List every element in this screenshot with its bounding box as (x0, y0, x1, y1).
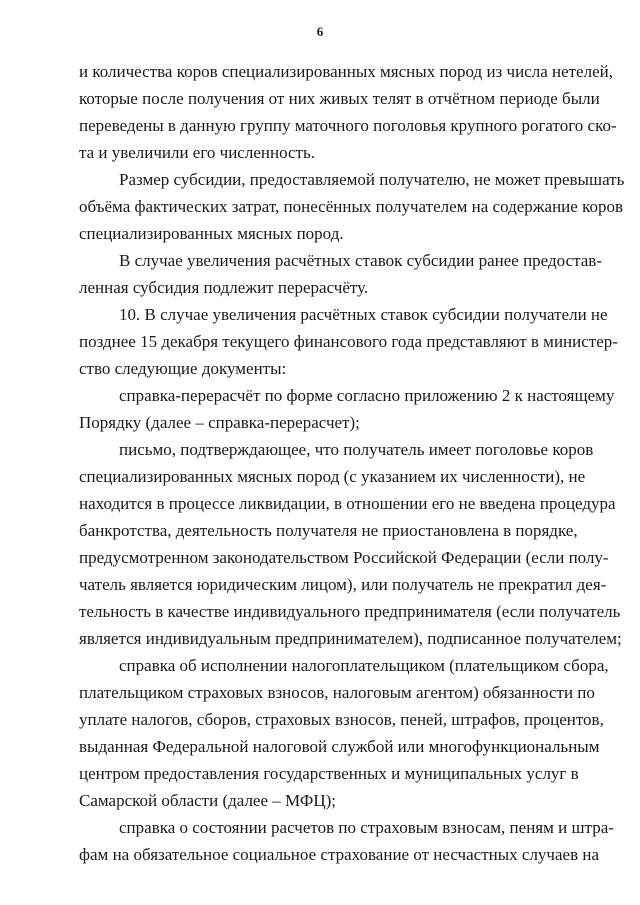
text-line: объёма фактических затрат, понесённых получателем на содержание коров (79, 197, 623, 216)
text-line: тельность в качестве индивидуального предпринимателя (если получатель (79, 602, 621, 621)
text-line: плательщиком страховых взносов, налоговым агентом) обязанности по (79, 683, 595, 702)
text-line: справка-перерасчёт по форме согласно приложению 2 к настоящему (119, 386, 615, 405)
text-line: банкротства, деятельность получателя не приостановлена в порядке, (79, 521, 578, 540)
paragraph (79, 247, 602, 301)
page-number: 6 (316, 24, 324, 39)
text-line: специализированных мясных пород (с указанием их численности), не (79, 467, 586, 486)
text-line: Размер субсидии, предоставляемой получателю, не может превышать (119, 170, 625, 189)
text-line: фам на обязательное социальное страхование от несчастных случаев на (79, 845, 599, 864)
paragraph (79, 652, 609, 814)
text-line: и количества коров специализированных мясных пород из числа нетелей, (79, 62, 613, 81)
paragraph (79, 382, 615, 436)
text-line: специализированных мясных пород. (79, 224, 344, 243)
paragraph (79, 436, 622, 652)
text-line: В случае увеличения расчётных ставок субсидии ранее предостав- (119, 251, 602, 270)
text-line: 10. В случае увеличения расчётных ставок субсидии получатели не (119, 305, 608, 324)
text-line: выданная Федеральной налоговой службой или многофункциональным (79, 737, 600, 756)
document-body (79, 58, 625, 868)
text-line: Порядку (далее – справка-перерасчет); (79, 413, 360, 432)
text-line: является индивидуальным предпринимателем), подписанное получателем; (79, 629, 622, 648)
text-line: переведены в данную группу маточного поголовья крупного рогатого ско- (79, 116, 617, 135)
paragraph (79, 166, 625, 247)
text-line: находится в процессе ликвидации, в отношении его не введена процедура (79, 494, 616, 513)
text-line: та и увеличили его численность. (79, 143, 315, 162)
text-line: справка об исполнении налогоплательщиком (плательщиком сбора, (119, 656, 609, 675)
text-line: уплате налогов, сборов, страховых взносов, пеней, штрафов, процентов, (79, 710, 604, 729)
paragraph (79, 58, 617, 166)
text-line: центром предоставления государственных и муниципальных услуг в (79, 764, 579, 783)
text-line: Самарской области (далее – МФЦ); (79, 791, 337, 810)
text-line: которые после получения от них живых телят в отчётном периоде были (79, 89, 600, 108)
text-line: ленная субсидия подлежит перерасчёту. (79, 278, 369, 297)
text-line: позднее 15 декабря текущего финансового года представляют в министер- (79, 332, 618, 351)
text-line: ство следующие документы: (79, 359, 287, 378)
text-line: чатель является юридическим лицом), или получатель не прекратил дея- (79, 575, 607, 594)
text-line: справка о состоянии расчетов по страховым взносам, пеням и штра- (119, 818, 614, 837)
paragraph (79, 814, 614, 868)
paragraph (79, 301, 618, 382)
text-line: письмо, подтверждающее, что получатель имеет поголовье коров (119, 440, 594, 459)
text-line: предусмотренном законодательством Российской Федерации (если полу- (79, 548, 609, 567)
